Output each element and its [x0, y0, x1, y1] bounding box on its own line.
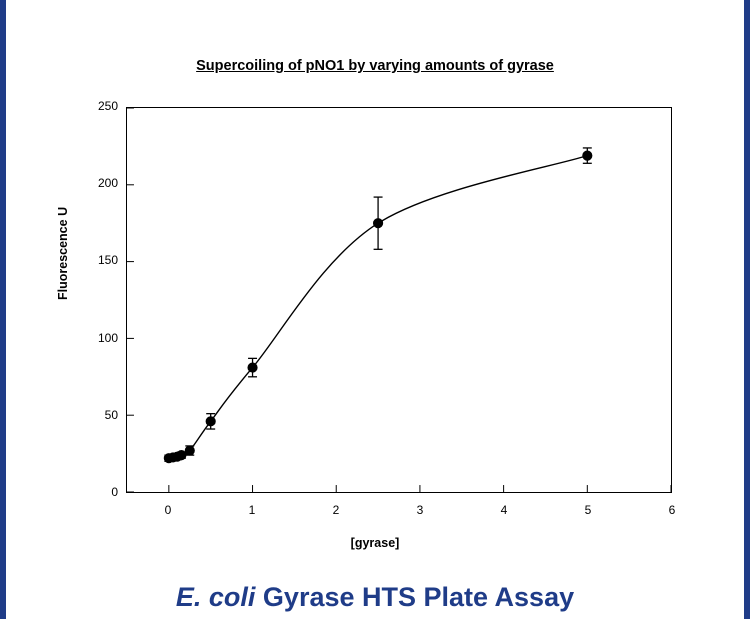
plot-canvas — [127, 108, 671, 492]
left-accent-rule — [0, 0, 6, 619]
caption-italic: E. coli — [175, 582, 256, 612]
caption-rest: Gyrase HTS Plate Assay — [255, 582, 575, 612]
y-tick-label: 150 — [97, 253, 118, 268]
chart-title — [0, 58, 750, 74]
y-tick-label: 0 — [111, 485, 118, 499]
y-tick-label: 50 — [104, 407, 118, 422]
y-tick-label: 100 — [97, 330, 118, 345]
y-tick-marks — [127, 108, 134, 492]
chart-title-text: Supercoiling of pNO1 by varying amounts of gyrase — [196, 58, 554, 74]
x-tick-label: 3 — [416, 503, 424, 517]
right-accent-rule — [744, 0, 750, 619]
x-tick-label: 4 — [500, 503, 508, 517]
y-tick-label: 200 — [97, 176, 118, 191]
x-tick-label: 1 — [248, 503, 256, 517]
y-axis-label: Fluorescence U — [56, 206, 70, 300]
x-tick-label: 0 — [164, 503, 172, 517]
x-tick-marks — [169, 485, 671, 492]
x-tick-label: 2 — [332, 503, 340, 517]
plot-frame — [126, 107, 672, 493]
y-tick-label: 250 — [97, 99, 118, 113]
error-bars — [164, 148, 591, 461]
slide-caption — [0, 582, 750, 613]
x-tick-label: 6 — [668, 503, 676, 517]
x-axis-label: [gyrase] — [350, 536, 400, 550]
x-tick-label: 5 — [584, 503, 592, 517]
